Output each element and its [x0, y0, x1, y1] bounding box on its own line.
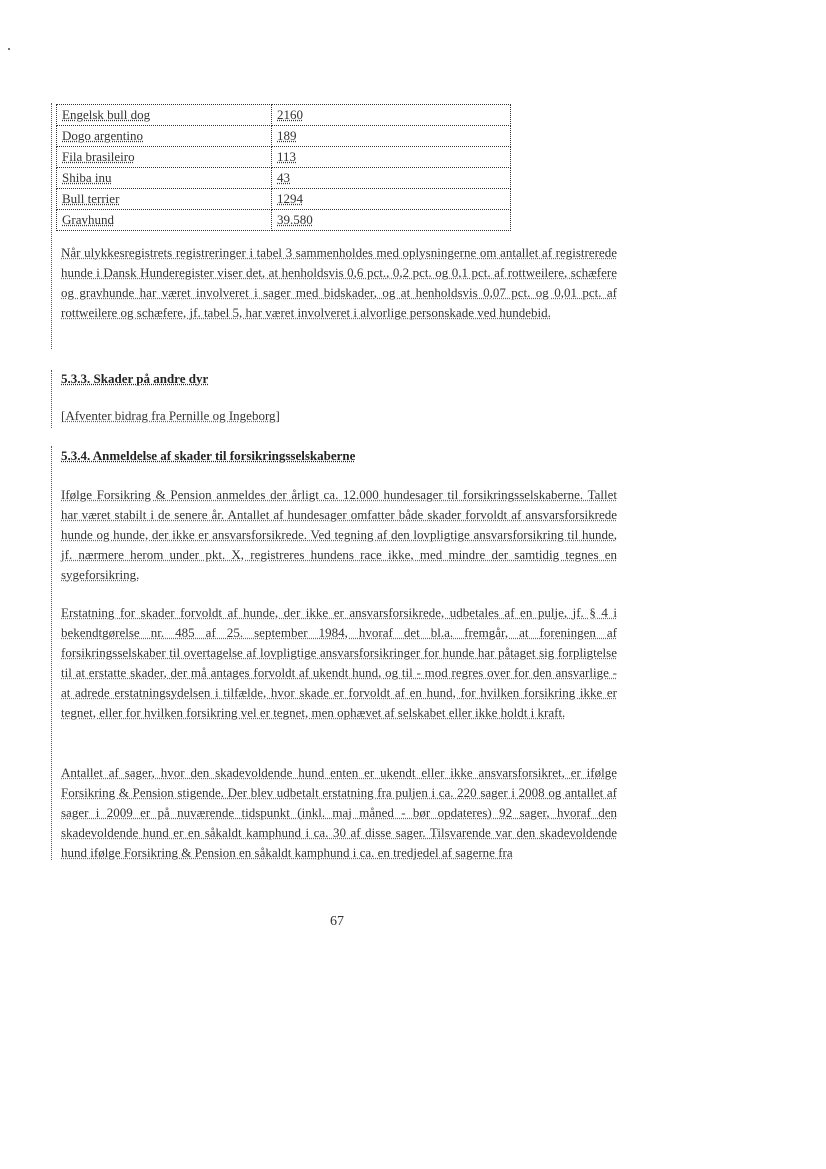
breed-cell: Dogo argentino	[57, 126, 272, 147]
table-row	[57, 189, 511, 210]
breed-count-table	[56, 104, 511, 231]
breed-cell: Gravhund	[57, 210, 272, 231]
paragraph-pending-contribution: [Afventer bidrag fra Pernille og Ingeborg]	[61, 408, 280, 423]
margin-bar	[51, 103, 52, 349]
table-row	[57, 210, 511, 231]
paragraph-insurance-reports: Ifølge Forsikring & Pension anmeldes der årligt ca. 12.000 hundesager til forsikringsselskaberne. Tallet har været stabilt i de senere år. Antallet af hundesager omfatter både skader forvoldt af ansvarsforsikrede hunde og hunde, der ikke er ansvarsforsikrede. Ved tegning af den lovpligtige ansvarsforsikring til hunde, jf. nærmere herom under pkt. X, registreres hundens race ikke, med mindre der samtidig tegnes en sygeforsikring.	[61, 487, 617, 582]
breed-cell: Shiba inu	[57, 168, 272, 189]
breed-cell: Bull terrier	[57, 189, 272, 210]
breed-cell: Fila brasileiro	[57, 147, 272, 168]
section-heading-5-3-3: 5.3.3. Skader på andre dyr	[61, 371, 209, 386]
paragraph-bite-statistics: Når ulykkesregistrets registreringer i tabel 3 sammenholdes med oplysningerne om antallet af registrerede hunde i Dansk Hunderegister viser det, at henholdsvis 0,6 pct., 0,2 pct. og 0,1 pct. af rottweilere, schæfere og gravhunde har været involveret i sager med bidskader, og at henholdsvis 0,07 pct. og 0,01 pct. af rottweilere og schæfere, jf. tabel 5, har været involveret i alvorlige personskade ved hundebid.	[61, 245, 617, 320]
table-row	[57, 126, 511, 147]
margin-bar	[51, 370, 52, 428]
breed-cell: Engelsk bull dog	[57, 105, 272, 126]
table-row	[57, 147, 511, 168]
section-heading-5-3-4: 5.3.4. Anmeldelse af skader til forsikringsselskaberne	[61, 448, 356, 463]
table-row	[57, 168, 511, 189]
count-cell: 43	[272, 168, 511, 189]
table-row	[57, 105, 511, 126]
count-cell: 1294	[272, 189, 511, 210]
count-cell: 39.580	[272, 210, 511, 231]
paragraph-compensation-pool: Erstatning for skader forvoldt af hunde, der ikke er ansvarsforsikrede, udbetales af en pulje, jf. § 4 i bekendtgørelse nr. 485 af 25. september 1984, hvoraf det bl.a. fremgår, at foreningen af forsikringsselskaber til overtagelse af lovpligtige ansvarsforsikringer for hunde har påtaget sig forpligtelse til at erstatte skader, der må antages forvoldt af ukendt hund, og til - mod regres over for den ansvarlige - at adrede erstatningsydelsen i tilfælde, hvor skade er forvoldt af en hund, for hvilken forsikring ikke er tegnet, eller for hvilken forsikring vel er tegnet, men ophævet af selskabet eller ikke holdt i kraft.	[61, 605, 617, 720]
scan-speck	[8, 48, 10, 50]
paragraph-case-counts: Antallet af sager, hvor den skadevoldende hund enten er ukendt eller ikke ansvarsforsikret, er ifølge Forsikring & Pension stigende. Der blev udbetalt erstatning fra puljen i ca. 220 sager i 2008 og antallet af sager i 2009 er på nuværende tidspunkt (inkl. maj måned - bør opdateres) 92 sager, hvoraf den skadevoldende hund er en såkaldt kamphund i ca. 30 af disse sager. Tilsvarende var den skadevoldende hund ifølge Forsikring & Pension en såkaldt kamphund i ca. en tredjedel af sagerne fra	[61, 765, 617, 860]
margin-bar	[51, 446, 52, 860]
count-cell: 189	[272, 126, 511, 147]
count-cell: 2160	[272, 105, 511, 126]
page-number: 67	[330, 914, 344, 929]
count-cell: 113	[272, 147, 511, 168]
